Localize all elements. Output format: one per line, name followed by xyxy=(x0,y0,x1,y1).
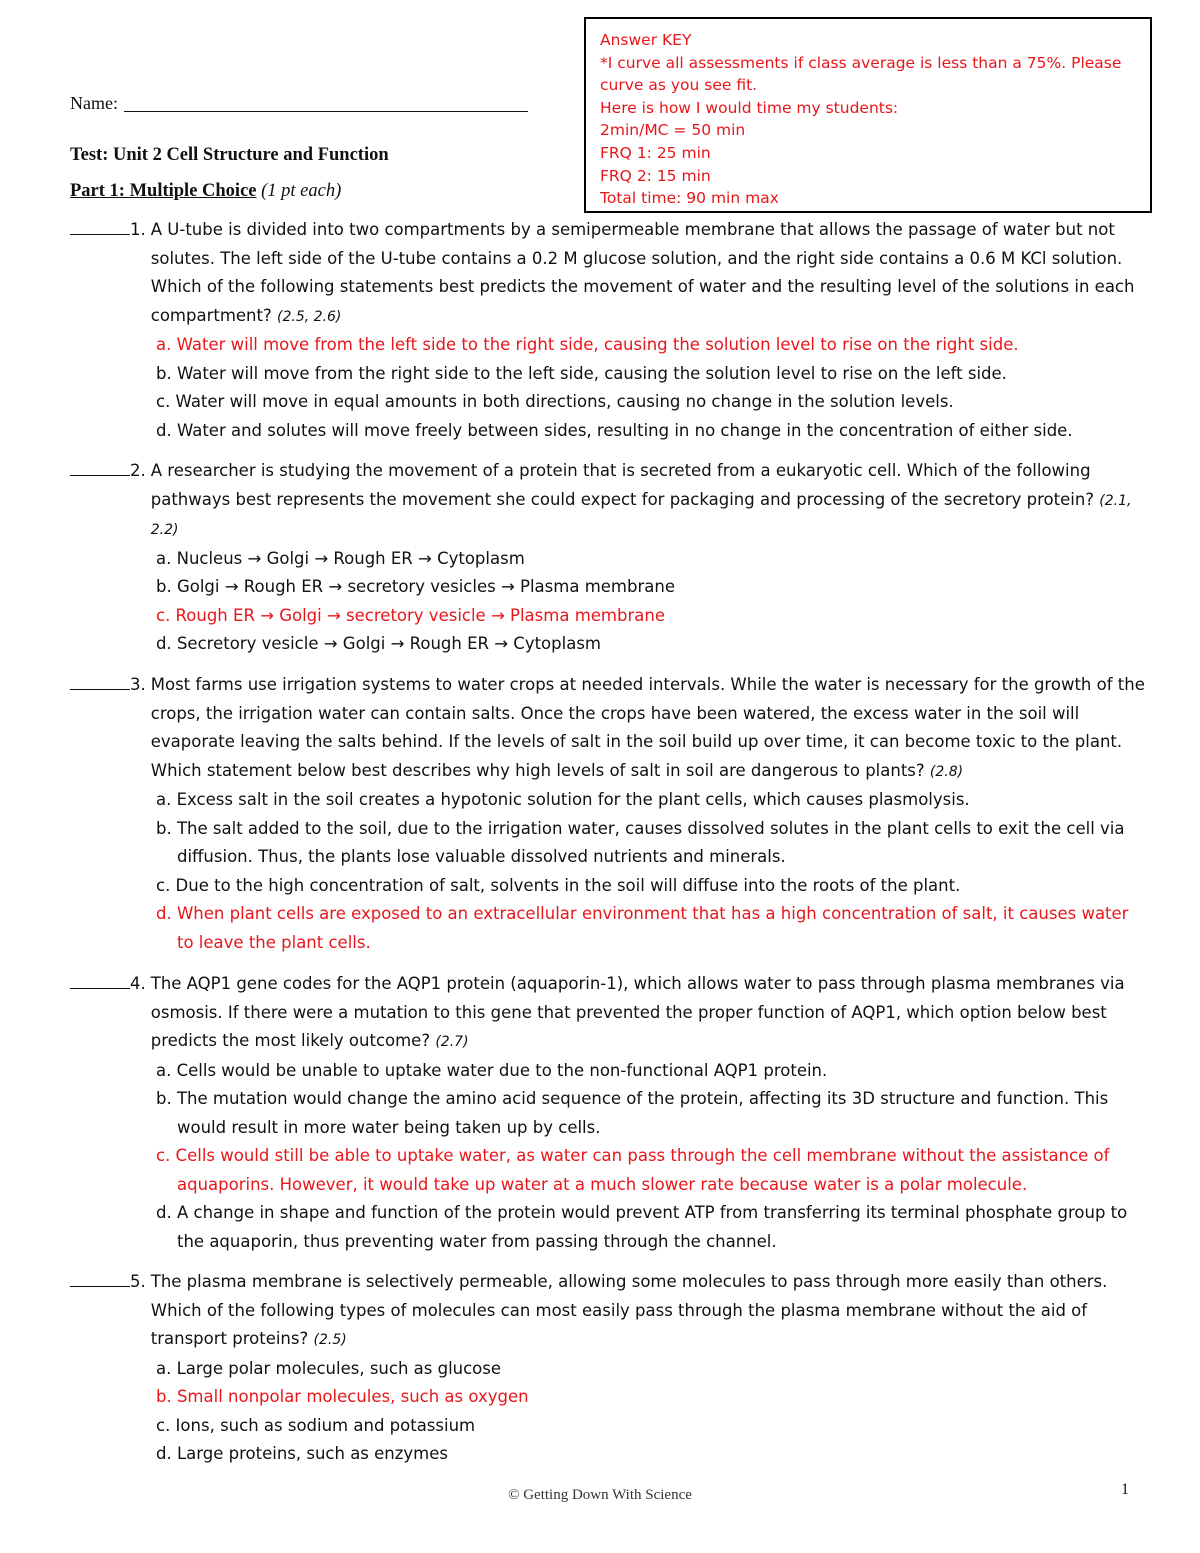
standard-ref: (2.5, 2.6) xyxy=(277,308,342,325)
standard-ref: (2.1, 2.2) xyxy=(150,492,1132,538)
answer-key-line: FRQ 2: 15 min xyxy=(600,166,711,185)
answer-blank[interactable] xyxy=(70,216,130,235)
option-b: b. The mutation would change the amino acid sequence of the protein, affecting its 3D structure and function. This would result in more water being taken up by cells. xyxy=(156,1089,1109,1137)
option-d: d. Water and solutes will move freely between sides, resulting in no change in the concentration of either side. xyxy=(156,420,1073,440)
option-a: a. Large polar molecules, such as glucose xyxy=(156,1358,502,1378)
answer-key-line: Total time: 90 min max xyxy=(600,189,779,208)
question-number: 1. xyxy=(130,220,146,239)
question-number: 3. xyxy=(130,675,146,694)
option-d: d. Large proteins, such as enzymes xyxy=(156,1444,449,1463)
question-number: 4. xyxy=(130,974,146,993)
option-c: c. Cells would still be able to uptake water, as water can pass through the cell membrane without the assistance of aquaporins. However, it would take up water at a much slower rate because water is a polar molecule. xyxy=(156,1146,1110,1194)
answer-blank[interactable] xyxy=(70,970,130,989)
option-d: d. When plant cells are exposed to an extracellular environment that has a high concentration of salt, it causes water to leave the plant cells. xyxy=(156,904,1129,952)
answer-key-box xyxy=(584,17,1152,213)
copyright-footer: © Getting Down With Science xyxy=(508,1487,692,1503)
part-heading xyxy=(70,181,341,202)
question-1 xyxy=(70,216,1150,445)
question-number: 2. xyxy=(130,461,146,480)
option-d: d. Secretory vesicle → Golgi → Rough ER → Cytoplasm xyxy=(156,634,601,653)
answer-key-line: FRQ 1: 25 min xyxy=(600,143,711,162)
option-b: b. Small nonpolar molecules, such as oxygen xyxy=(156,1387,529,1406)
question-2 xyxy=(70,457,1150,659)
option-b: b. The salt added to the soil, due to the irrigation water, causes dissolved solutes in the plant cells to exit the cell via diffusion. Thus, the plants lose valuable dissolved nutrients and minerals. xyxy=(156,818,1125,866)
standard-ref: (2.7) xyxy=(435,1034,469,1050)
question-3 xyxy=(70,671,1150,957)
option-c: c. Ions, such as sodium and potassium xyxy=(156,1415,476,1435)
name-label: Name: xyxy=(70,93,118,113)
question-5 xyxy=(70,1268,1150,1469)
test-title: Test: Unit 2 Cell Structure and Function xyxy=(70,145,389,165)
option-c: c. Water will move in equal amounts in both directions, causing no change in the solution levels. xyxy=(156,392,954,411)
answer-key-line: curve as you see fit. xyxy=(600,76,758,95)
part-title: Part 1: Multiple Choice xyxy=(70,181,257,201)
standard-ref: (2.5) xyxy=(313,1332,347,1348)
option-a: a. Cells would be unable to uptake water due to the non-functional AQP1 protein. xyxy=(156,1060,828,1080)
answer-key-line: Here is how I would time my students: xyxy=(600,98,899,117)
answer-key-line: Answer KEY xyxy=(600,31,692,49)
answer-key-line: *I curve all assessments if class average is less than a 75%. Please xyxy=(600,53,1122,72)
question-4 xyxy=(70,970,1150,1256)
question-stem: The AQP1 gene codes for the AQP1 protein (aquaporin-1), which allows water to pass through plasma membranes via osmosis. If there were a mutation to this gene that prevented the proper function of AQP1, which option below best predicts the most likely outcome? (2.7) xyxy=(150,974,1125,1050)
option-b: b. Golgi → Rough ER → secretory vesicles → Plasma membrane xyxy=(156,577,675,596)
part-points: (1 pt each) xyxy=(261,181,342,201)
answer-blank[interactable] xyxy=(70,457,130,476)
question-number: 5. xyxy=(130,1272,146,1291)
question-stem: Most farms use irrigation systems to water crops at needed intervals. While the water is necessary for the growth of the crops, the irrigation water can contain salts. Once the crops have been watered, the excess water in the soil will evaporate leaving the salts behind. If the levels of salt in the soil build up over time, it can become toxic to the plant. Which statement below best describes why high levels of salt in soil are dangerous to plants? (2.8) xyxy=(150,675,1145,780)
page-number: 1 xyxy=(1121,1481,1129,1498)
question-stem: A researcher is studying the movement of a protein that is secreted from a eukaryotic cell. Which of the following pathways best represents the movement she could expect for packaging and processing of the secretory protein? (2.1, 2.2) xyxy=(150,461,1132,538)
question-stem: A U-tube is divided into two compartments by a semipermeable membrane that allows the passage of water but not solutes. The left side of the U-tube contains a 0.2 M glucose solution, and the right side contains a 0.6 M KCl solution. Which of the following statements best predicts the movement of water and the resulting level of the solutions in each compartment? (2.5, 2.6) xyxy=(150,220,1135,325)
option-c: c. Due to the high concentration of salt, solvents in the soil will diffuse into the roots of the plant. xyxy=(156,875,961,895)
option-a: a. Excess salt in the soil creates a hypotonic solution for the plant cells, which causes plasmolysis. xyxy=(156,790,970,809)
option-a: a. Nucleus → Golgi → Rough ER → Cytoplasm xyxy=(156,548,525,568)
answer-blank[interactable] xyxy=(70,671,130,690)
option-c: c. Rough ER → Golgi → secretory vesicle → Plasma membrane xyxy=(156,605,665,625)
standard-ref: (2.8) xyxy=(929,763,964,780)
question-stem: The plasma membrane is selectively permeable, allowing some molecules to pass through more easily than others. Which of the following types of molecules can most easily pass through the plasma membrane without the aid of transport proteins? (2.5) xyxy=(150,1272,1108,1348)
option-b: b. Water will move from the right side to the left side, causing the solution level to rise on the left side. xyxy=(156,363,1007,383)
name-field xyxy=(70,93,528,114)
name-blank[interactable] xyxy=(124,93,528,112)
option-a: a. Water will move from the left side to the right side, causing the solution level to rise on the right side. xyxy=(156,335,1019,354)
answer-key-line: 2min/MC = 50 min xyxy=(600,121,746,140)
answer-blank[interactable] xyxy=(70,1268,130,1287)
option-d: d. A change in shape and function of the protein would prevent ATP from transferring its terminal phosphate group to the aquaporin, thus preventing water from passing through the channel. xyxy=(156,1203,1128,1251)
